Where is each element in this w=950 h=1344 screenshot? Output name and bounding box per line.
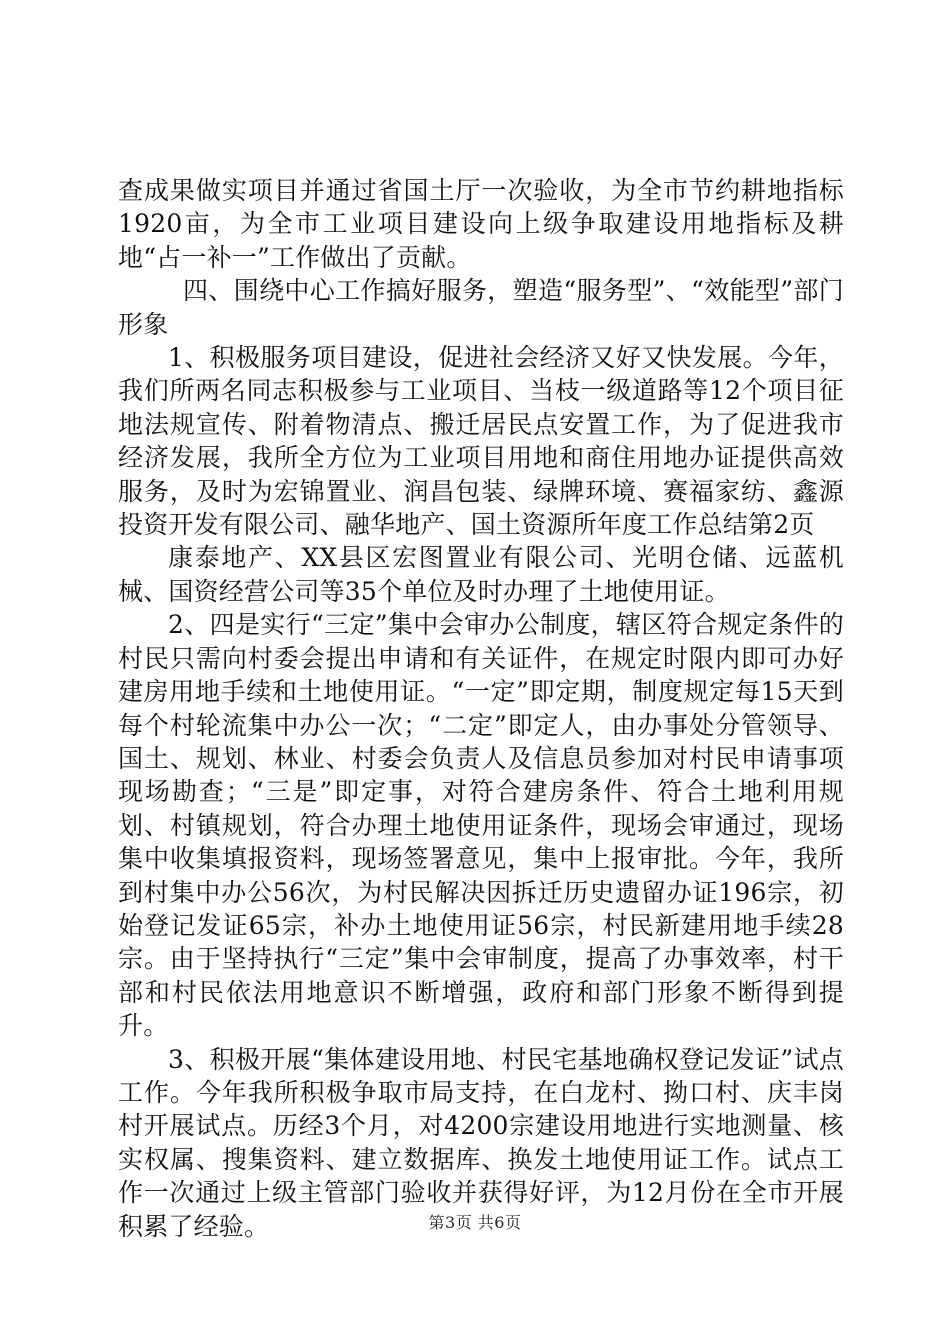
paragraph-item-3: 3、积极开展“集体建设用地、村民宅基地确权登记发证”试点工作。今年我所积极争取市局支持，在白龙村、拗口村、庆丰岗村开展试点。历经3个月，对4200宗建设用地进行实地测量、核实权属、搜集资料、建立数据库、换发土地使用证工作。试点工作一次通过上级主管部门验收并获得好评，为12月份在全市开展积累了经验。: [118, 1044, 844, 1241]
section-heading-four: 四、围绕中心工作搞好服务，塑造“服务型”、“效能型”部门形象: [118, 276, 844, 339]
paragraph-continuation: 查成果做实项目并通过省国土厅一次验收，为全市节约耕地指标1920亩，为全市工业项目建设向上级争取建设用地指标及耕地“占一补一”工作做出了贡献。: [118, 176, 844, 272]
paragraph-item-1-continued: 康泰地产、XX县区宏图置业有限公司、光明仓储、远蓝机械、国资经营公司等35个单位及时办理了土地使用证。: [118, 543, 844, 606]
document-body: [118, 174, 844, 1243]
page-footer: 第3页 共6页: [428, 1213, 522, 1232]
paragraph-item-2: 2、四是实行“三定”集中会审办公制度，辖区符合规定条件的村民只需向村委会提出申请和有关证件，在规定时限内即可办好建房用地手续和土地使用证。“一定”即定期，制度规定每15天到每个村轮流集中办公一次；“二定”即定人，由办事处分管领导、国土、规划、林业、村委会负责人及信息员参加对村民申请事项现场勘查；“三是”即定事，对符合建房条件、符合土地利用规划、村镇规划，符合办理土地使用证条件，现场会审通过，现场集中收集填报资料，现场签署意见，集中上报审批。今年，我所到村集中办公56次，为村民解决因拆迁历史遗留办证196宗，初始登记发证65宗，补办土地使用证56宗，村民新建用地手续28宗。由于坚持执行“三定”集中会审制度，提高了办事效率，村干部和村民依法用地意识不断增强，政府和部门形象不断得到提升。: [118, 610, 844, 1041]
paragraph-item-1: 1、积极服务项目建设，促进社会经济又好又快发展。今年，我们所两名同志积极参与工业项目、当枝一级道路等12个项目征地法规宣传、附着物清点、搬迁居民点安置工作，为了促进我市经济发展，我所全方位为工业项目用地和商住用地办证提供高效服务，及时为宏锦置业、润昌包装、绿牌环境、赛福家纺、鑫源投资开发有限公司、融华地产、国土资源所年度工作总结第2页: [118, 343, 844, 540]
